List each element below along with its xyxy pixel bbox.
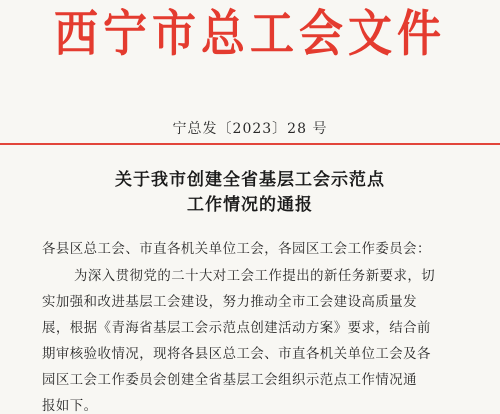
body-line: 园区工会工作委员会创建全省基层工会组织示范点工作情况通: [42, 373, 418, 388]
body-line: 期审核验收情况，现将各县区总工会、市直各机关单位工会及各: [42, 347, 431, 362]
title-line-1: 关于我市创建全省基层工会示范点: [115, 170, 385, 190]
document-title: [0, 168, 500, 218]
salutation: 各县区总工会、市直各机关单位工会，各园区工会工作委员会：: [42, 242, 431, 257]
document-masthead: 西宁市总工会文件: [54, 5, 446, 63]
body-line: 为深入贯彻党的二十大对工会工作提出的新任务新要求，切: [74, 269, 436, 284]
red-separator-line: [0, 143, 500, 145]
document-number: 宁总发〔2023〕28 号: [172, 121, 328, 137]
body-line: 报如下。: [42, 399, 98, 414]
body-line: 实加强和改进基层工会建设，努力推动全市工会建设高质量发: [42, 295, 418, 310]
body-line: 展，根据《青海省基层工会示范点创建活动方案》要求，结合前: [42, 321, 431, 336]
title-line-2: 工作情况的通报: [187, 195, 313, 215]
